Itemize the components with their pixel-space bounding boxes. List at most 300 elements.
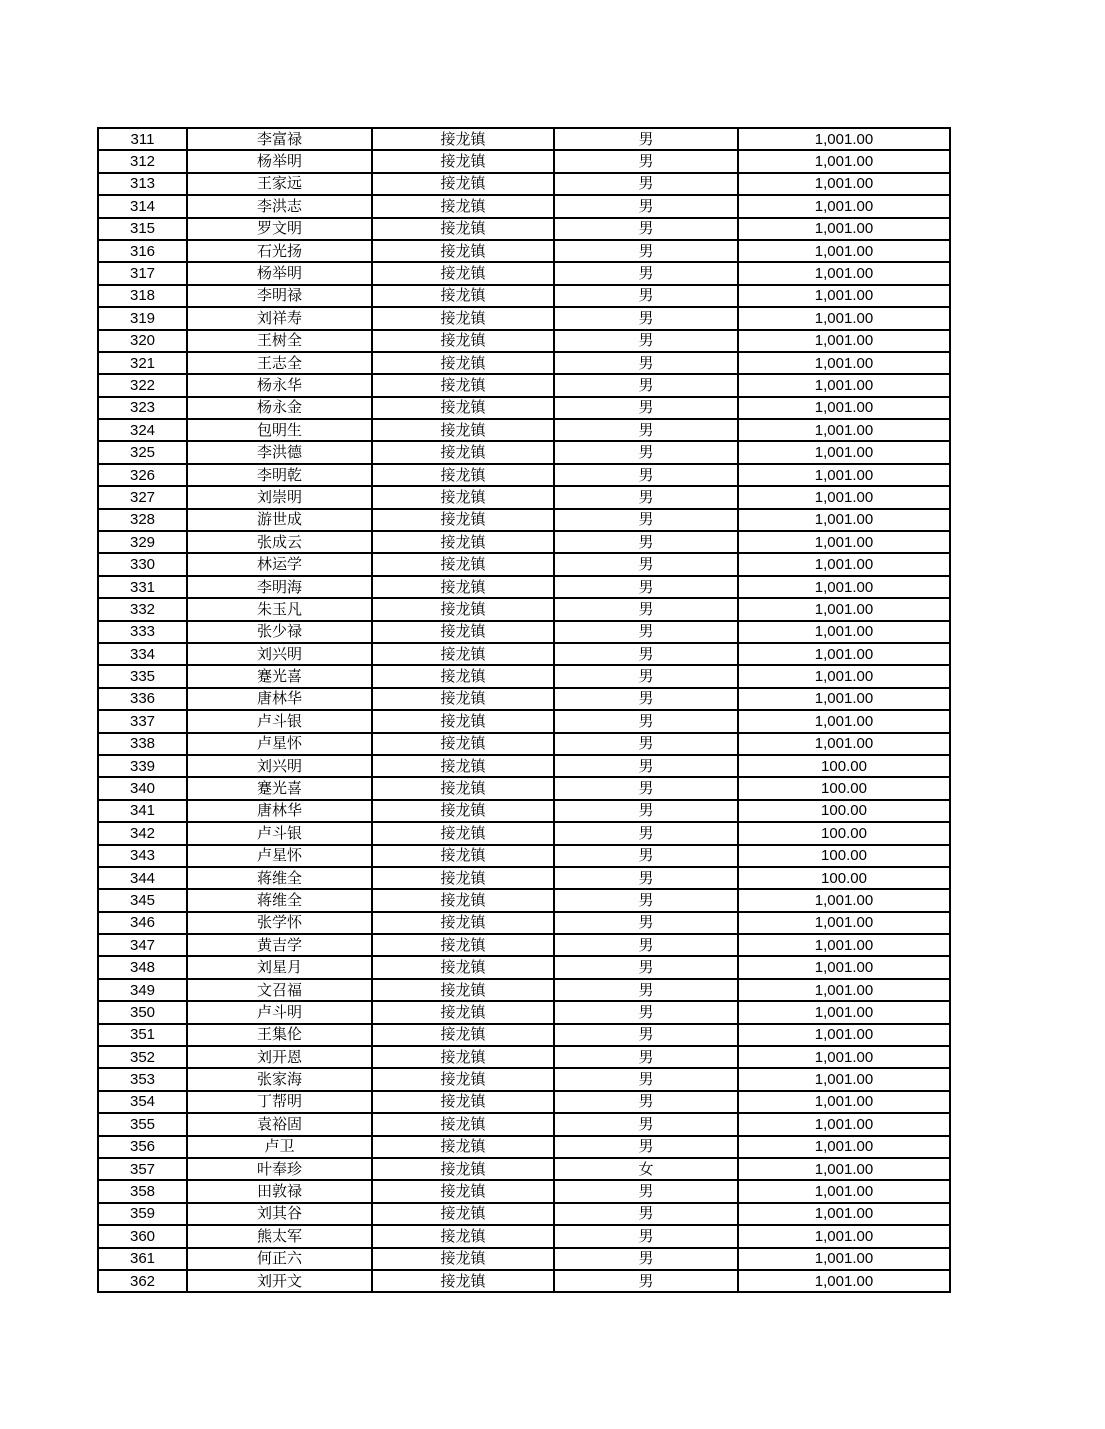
table-cell-town: 接龙镇 xyxy=(372,218,554,240)
table-cell-row-number: 333 xyxy=(98,621,187,643)
table-cell-gender: 女 xyxy=(554,1158,738,1180)
table-cell-gender: 男 xyxy=(554,845,738,867)
table-cell-row-number: 347 xyxy=(98,934,187,956)
table-cell-amount: 1,001.00 xyxy=(738,531,950,553)
table-cell-row-number: 349 xyxy=(98,979,187,1001)
table-cell-person-name: 文召福 xyxy=(187,979,372,1001)
table-cell-town: 接龙镇 xyxy=(372,531,554,553)
table-row xyxy=(98,218,950,240)
table-cell-person-name: 杨永金 xyxy=(187,397,372,419)
table-cell-row-number: 354 xyxy=(98,1091,187,1113)
table-cell-amount: 1,001.00 xyxy=(738,240,950,262)
table-cell-gender: 男 xyxy=(554,1248,738,1270)
table-row xyxy=(98,1024,950,1046)
table-cell-amount: 1,001.00 xyxy=(738,1024,950,1046)
table-cell-town: 接龙镇 xyxy=(372,509,554,531)
table-cell-town: 接龙镇 xyxy=(372,441,554,463)
table-row xyxy=(98,889,950,911)
table-cell-amount: 100.00 xyxy=(738,845,950,867)
table-cell-person-name: 石光扬 xyxy=(187,240,372,262)
table-cell-amount: 1,001.00 xyxy=(738,688,950,710)
table-row xyxy=(98,643,950,665)
table-cell-person-name: 杨永华 xyxy=(187,374,372,396)
table-cell-amount: 1,001.00 xyxy=(738,889,950,911)
table-cell-amount: 1,001.00 xyxy=(738,1113,950,1135)
table-cell-amount: 1,001.00 xyxy=(738,598,950,620)
table-cell-town: 接龙镇 xyxy=(372,1068,554,1090)
table-cell-gender: 男 xyxy=(554,374,738,396)
table-cell-person-name: 叶奉珍 xyxy=(187,1158,372,1180)
table-cell-town: 接龙镇 xyxy=(372,1203,554,1225)
table-cell-row-number: 361 xyxy=(98,1248,187,1270)
table-cell-town: 接龙镇 xyxy=(372,665,554,687)
table-cell-gender: 男 xyxy=(554,912,738,934)
table-cell-amount: 1,001.00 xyxy=(738,1091,950,1113)
table-cell-person-name: 罗文明 xyxy=(187,218,372,240)
table-cell-row-number: 322 xyxy=(98,374,187,396)
table-cell-gender: 男 xyxy=(554,397,738,419)
table-cell-amount: 1,001.00 xyxy=(738,733,950,755)
table-cell-row-number: 318 xyxy=(98,285,187,307)
table-cell-amount: 1,001.00 xyxy=(738,1046,950,1068)
table-cell-town: 接龙镇 xyxy=(372,374,554,396)
table-row xyxy=(98,397,950,419)
table-cell-person-name: 唐林华 xyxy=(187,688,372,710)
table-row xyxy=(98,1001,950,1023)
table-cell-row-number: 359 xyxy=(98,1203,187,1225)
table-cell-amount: 1,001.00 xyxy=(738,285,950,307)
table-row xyxy=(98,173,950,195)
table-cell-person-name: 刘其谷 xyxy=(187,1203,372,1225)
table-cell-row-number: 334 xyxy=(98,643,187,665)
table-row xyxy=(98,128,950,150)
table-cell-gender: 男 xyxy=(554,1180,738,1202)
table-cell-amount: 1,001.00 xyxy=(738,173,950,195)
table-cell-row-number: 319 xyxy=(98,307,187,329)
table-cell-amount: 1,001.00 xyxy=(738,486,950,508)
table-cell-person-name: 蹇光喜 xyxy=(187,665,372,687)
table-cell-gender: 男 xyxy=(554,1270,738,1292)
table-cell-town: 接龙镇 xyxy=(372,867,554,889)
table-row xyxy=(98,509,950,531)
table-cell-town: 接龙镇 xyxy=(372,688,554,710)
table-cell-row-number: 350 xyxy=(98,1001,187,1023)
table-cell-town: 接龙镇 xyxy=(372,822,554,844)
table-cell-row-number: 362 xyxy=(98,1270,187,1292)
table-cell-amount: 1,001.00 xyxy=(738,1136,950,1158)
table-cell-amount: 1,001.00 xyxy=(738,352,950,374)
table-cell-person-name: 张少禄 xyxy=(187,621,372,643)
table-cell-person-name: 包明生 xyxy=(187,419,372,441)
table-cell-row-number: 346 xyxy=(98,912,187,934)
table-cell-gender: 男 xyxy=(554,1091,738,1113)
table-cell-person-name: 唐林华 xyxy=(187,800,372,822)
table-cell-gender: 男 xyxy=(554,1203,738,1225)
table-cell-person-name: 游世成 xyxy=(187,509,372,531)
table-cell-amount: 1,001.00 xyxy=(738,553,950,575)
table-cell-town: 接龙镇 xyxy=(372,486,554,508)
table-cell-town: 接龙镇 xyxy=(372,1001,554,1023)
table-cell-gender: 男 xyxy=(554,1046,738,1068)
table-cell-person-name: 刘开文 xyxy=(187,1270,372,1292)
table-cell-amount: 1,001.00 xyxy=(738,621,950,643)
table-cell-row-number: 331 xyxy=(98,576,187,598)
table-cell-row-number: 345 xyxy=(98,889,187,911)
table-cell-town: 接龙镇 xyxy=(372,240,554,262)
table-cell-row-number: 352 xyxy=(98,1046,187,1068)
table-cell-person-name: 刘兴明 xyxy=(187,755,372,777)
table-cell-person-name: 刘开恩 xyxy=(187,1046,372,1068)
table-row xyxy=(98,1270,950,1292)
table-row xyxy=(98,1091,950,1113)
table-row xyxy=(98,330,950,352)
table-cell-gender: 男 xyxy=(554,755,738,777)
table-row xyxy=(98,352,950,374)
table-cell-town: 接龙镇 xyxy=(372,352,554,374)
table-cell-amount: 1,001.00 xyxy=(738,1068,950,1090)
table-cell-gender: 男 xyxy=(554,665,738,687)
table-cell-gender: 男 xyxy=(554,509,738,531)
table-row xyxy=(98,150,950,172)
table-cell-person-name: 卢斗明 xyxy=(187,1001,372,1023)
table-cell-gender: 男 xyxy=(554,285,738,307)
table-row xyxy=(98,285,950,307)
table-cell-person-name: 卢卫 xyxy=(187,1136,372,1158)
table-cell-row-number: 356 xyxy=(98,1136,187,1158)
table-cell-gender: 男 xyxy=(554,128,738,150)
table-cell-gender: 男 xyxy=(554,1024,738,1046)
table-cell-row-number: 332 xyxy=(98,598,187,620)
table-row xyxy=(98,1248,950,1270)
table-cell-row-number: 357 xyxy=(98,1158,187,1180)
table-cell-gender: 男 xyxy=(554,307,738,329)
table-cell-town: 接龙镇 xyxy=(372,397,554,419)
table-cell-town: 接龙镇 xyxy=(372,710,554,732)
table-cell-gender: 男 xyxy=(554,979,738,1001)
table-cell-gender: 男 xyxy=(554,419,738,441)
table-row xyxy=(98,531,950,553)
table-cell-person-name: 卢斗银 xyxy=(187,822,372,844)
table-cell-gender: 男 xyxy=(554,1113,738,1135)
table-cell-row-number: 311 xyxy=(98,128,187,150)
table-cell-gender: 男 xyxy=(554,822,738,844)
table-cell-amount: 1,001.00 xyxy=(738,419,950,441)
table-cell-row-number: 324 xyxy=(98,419,187,441)
table-cell-person-name: 丁帮明 xyxy=(187,1091,372,1113)
table-cell-amount: 1,001.00 xyxy=(738,1225,950,1247)
table-cell-town: 接龙镇 xyxy=(372,330,554,352)
table-cell-row-number: 339 xyxy=(98,755,187,777)
table-row xyxy=(98,621,950,643)
table-cell-town: 接龙镇 xyxy=(372,285,554,307)
table-cell-row-number: 328 xyxy=(98,509,187,531)
table-cell-person-name: 李明乾 xyxy=(187,464,372,486)
table-cell-row-number: 312 xyxy=(98,150,187,172)
table-cell-person-name: 朱玉凡 xyxy=(187,598,372,620)
table-cell-gender: 男 xyxy=(554,240,738,262)
table-row xyxy=(98,1068,950,1090)
table-cell-gender: 男 xyxy=(554,531,738,553)
table-cell-person-name: 卢星怀 xyxy=(187,845,372,867)
table-cell-town: 接龙镇 xyxy=(372,643,554,665)
table-row xyxy=(98,777,950,799)
table-cell-row-number: 353 xyxy=(98,1068,187,1090)
table-cell-amount: 1,001.00 xyxy=(738,464,950,486)
table-cell-person-name: 王家远 xyxy=(187,173,372,195)
table-row xyxy=(98,486,950,508)
table-row xyxy=(98,262,950,284)
table-cell-town: 接龙镇 xyxy=(372,956,554,978)
table-cell-town: 接龙镇 xyxy=(372,1180,554,1202)
table-cell-gender: 男 xyxy=(554,621,738,643)
table-cell-gender: 男 xyxy=(554,218,738,240)
table-cell-row-number: 316 xyxy=(98,240,187,262)
table-cell-amount: 1,001.00 xyxy=(738,912,950,934)
table-cell-gender: 男 xyxy=(554,352,738,374)
table-cell-person-name: 蒋维全 xyxy=(187,889,372,911)
table-cell-row-number: 315 xyxy=(98,218,187,240)
table-cell-row-number: 342 xyxy=(98,822,187,844)
table-cell-town: 接龙镇 xyxy=(372,934,554,956)
table-cell-town: 接龙镇 xyxy=(372,1091,554,1113)
table-cell-gender: 男 xyxy=(554,934,738,956)
table-row xyxy=(98,464,950,486)
table-cell-person-name: 袁裕固 xyxy=(187,1113,372,1135)
table-row xyxy=(98,956,950,978)
table-row xyxy=(98,441,950,463)
table-cell-town: 接龙镇 xyxy=(372,195,554,217)
table-cell-town: 接龙镇 xyxy=(372,553,554,575)
table-cell-person-name: 卢斗银 xyxy=(187,710,372,732)
table-cell-person-name: 刘星月 xyxy=(187,956,372,978)
table-row xyxy=(98,307,950,329)
table-row xyxy=(98,1158,950,1180)
table-cell-town: 接龙镇 xyxy=(372,979,554,1001)
table-cell-gender: 男 xyxy=(554,464,738,486)
table-cell-town: 接龙镇 xyxy=(372,576,554,598)
table-cell-gender: 男 xyxy=(554,150,738,172)
table-row xyxy=(98,195,950,217)
table-cell-gender: 男 xyxy=(554,733,738,755)
table-cell-gender: 男 xyxy=(554,173,738,195)
table-cell-gender: 男 xyxy=(554,553,738,575)
table-cell-town: 接龙镇 xyxy=(372,464,554,486)
table-cell-row-number: 338 xyxy=(98,733,187,755)
table-cell-gender: 男 xyxy=(554,576,738,598)
table-row xyxy=(98,576,950,598)
table-cell-town: 接龙镇 xyxy=(372,1248,554,1270)
table-cell-amount: 100.00 xyxy=(738,777,950,799)
table-cell-row-number: 335 xyxy=(98,665,187,687)
table-cell-row-number: 323 xyxy=(98,397,187,419)
table-row xyxy=(98,1113,950,1135)
table-cell-row-number: 329 xyxy=(98,531,187,553)
table-cell-gender: 男 xyxy=(554,1001,738,1023)
table-row xyxy=(98,1225,950,1247)
table-cell-row-number: 336 xyxy=(98,688,187,710)
table-cell-town: 接龙镇 xyxy=(372,128,554,150)
table-cell-person-name: 李富禄 xyxy=(187,128,372,150)
table-cell-town: 接龙镇 xyxy=(372,1113,554,1135)
table-cell-amount: 1,001.00 xyxy=(738,1203,950,1225)
table-cell-amount: 1,001.00 xyxy=(738,665,950,687)
table-cell-amount: 1,001.00 xyxy=(738,643,950,665)
table-cell-gender: 男 xyxy=(554,867,738,889)
table-cell-row-number: 343 xyxy=(98,845,187,867)
table-cell-person-name: 卢星怀 xyxy=(187,733,372,755)
table-cell-person-name: 杨举明 xyxy=(187,150,372,172)
table-cell-gender: 男 xyxy=(554,1136,738,1158)
table-cell-row-number: 358 xyxy=(98,1180,187,1202)
table-cell-amount: 1,001.00 xyxy=(738,956,950,978)
table-cell-person-name: 李洪志 xyxy=(187,195,372,217)
table-cell-town: 接龙镇 xyxy=(372,733,554,755)
table-cell-town: 接龙镇 xyxy=(372,1024,554,1046)
table-row xyxy=(98,419,950,441)
table-cell-gender: 男 xyxy=(554,1225,738,1247)
table-cell-amount: 1,001.00 xyxy=(738,441,950,463)
table-cell-person-name: 王集伦 xyxy=(187,1024,372,1046)
table-cell-amount: 100.00 xyxy=(738,822,950,844)
table-cell-row-number: 351 xyxy=(98,1024,187,1046)
table-cell-gender: 男 xyxy=(554,688,738,710)
table-cell-person-name: 王志全 xyxy=(187,352,372,374)
table-cell-town: 接龙镇 xyxy=(372,800,554,822)
table-cell-town: 接龙镇 xyxy=(372,173,554,195)
table-cell-amount: 1,001.00 xyxy=(738,979,950,1001)
table-cell-town: 接龙镇 xyxy=(372,1136,554,1158)
table-cell-row-number: 317 xyxy=(98,262,187,284)
table-cell-person-name: 黄吉学 xyxy=(187,934,372,956)
table-row xyxy=(98,710,950,732)
table-cell-row-number: 314 xyxy=(98,195,187,217)
table-cell-row-number: 325 xyxy=(98,441,187,463)
table-cell-gender: 男 xyxy=(554,486,738,508)
table-cell-person-name: 杨举明 xyxy=(187,262,372,284)
table-cell-town: 接龙镇 xyxy=(372,755,554,777)
table-cell-person-name: 张学怀 xyxy=(187,912,372,934)
table-cell-amount: 1,001.00 xyxy=(738,218,950,240)
table-cell-town: 接龙镇 xyxy=(372,307,554,329)
table-cell-row-number: 326 xyxy=(98,464,187,486)
table-row xyxy=(98,665,950,687)
table-cell-person-name: 林运学 xyxy=(187,553,372,575)
table-cell-town: 接龙镇 xyxy=(372,621,554,643)
table-row xyxy=(98,1136,950,1158)
table-cell-town: 接龙镇 xyxy=(372,777,554,799)
table-cell-row-number: 341 xyxy=(98,800,187,822)
table-cell-gender: 男 xyxy=(554,262,738,284)
table-cell-gender: 男 xyxy=(554,643,738,665)
table-cell-amount: 1,001.00 xyxy=(738,576,950,598)
table-row xyxy=(98,755,950,777)
table-cell-gender: 男 xyxy=(554,441,738,463)
table-cell-person-name: 张家海 xyxy=(187,1068,372,1090)
table-cell-town: 接龙镇 xyxy=(372,598,554,620)
table-cell-gender: 男 xyxy=(554,956,738,978)
table-row xyxy=(98,598,950,620)
table-cell-town: 接龙镇 xyxy=(372,1225,554,1247)
table-row xyxy=(98,800,950,822)
table-cell-amount: 100.00 xyxy=(738,755,950,777)
table-cell-amount: 1,001.00 xyxy=(738,1158,950,1180)
table-cell-town: 接龙镇 xyxy=(372,889,554,911)
table-row xyxy=(98,845,950,867)
table-cell-town: 接龙镇 xyxy=(372,1046,554,1068)
table-row xyxy=(98,822,950,844)
table-cell-amount: 1,001.00 xyxy=(738,307,950,329)
table-cell-row-number: 320 xyxy=(98,330,187,352)
table-cell-person-name: 刘兴明 xyxy=(187,643,372,665)
table-cell-amount: 1,001.00 xyxy=(738,262,950,284)
table-cell-row-number: 348 xyxy=(98,956,187,978)
table-cell-gender: 男 xyxy=(554,889,738,911)
table-row xyxy=(98,553,950,575)
table-cell-town: 接龙镇 xyxy=(372,912,554,934)
table-row xyxy=(98,240,950,262)
table-row xyxy=(98,1203,950,1225)
table-row xyxy=(98,374,950,396)
table-cell-amount: 100.00 xyxy=(738,800,950,822)
table-cell-gender: 男 xyxy=(554,598,738,620)
table-cell-amount: 1,001.00 xyxy=(738,195,950,217)
table-cell-gender: 男 xyxy=(554,777,738,799)
table-cell-amount: 1,001.00 xyxy=(738,509,950,531)
table-cell-amount: 1,001.00 xyxy=(738,374,950,396)
table-cell-amount: 1,001.00 xyxy=(738,1180,950,1202)
table-cell-amount: 1,001.00 xyxy=(738,330,950,352)
table-cell-row-number: 337 xyxy=(98,710,187,732)
table-cell-amount: 1,001.00 xyxy=(738,1001,950,1023)
table-cell-person-name: 熊太军 xyxy=(187,1225,372,1247)
table-row xyxy=(98,688,950,710)
table-cell-row-number: 355 xyxy=(98,1113,187,1135)
table-cell-row-number: 313 xyxy=(98,173,187,195)
table-cell-town: 接龙镇 xyxy=(372,1158,554,1180)
table-cell-gender: 男 xyxy=(554,800,738,822)
table-row xyxy=(98,867,950,889)
table-cell-town: 接龙镇 xyxy=(372,845,554,867)
table-cell-gender: 男 xyxy=(554,1068,738,1090)
table-cell-person-name: 何正六 xyxy=(187,1248,372,1270)
table-cell-row-number: 321 xyxy=(98,352,187,374)
table-cell-row-number: 344 xyxy=(98,867,187,889)
table-cell-person-name: 李明海 xyxy=(187,576,372,598)
table-cell-row-number: 340 xyxy=(98,777,187,799)
table-cell-person-name: 蒋维全 xyxy=(187,867,372,889)
table-row xyxy=(98,1180,950,1202)
table-cell-person-name: 李明禄 xyxy=(187,285,372,307)
table-cell-town: 接龙镇 xyxy=(372,150,554,172)
table-cell-amount: 1,001.00 xyxy=(738,710,950,732)
table-cell-row-number: 327 xyxy=(98,486,187,508)
table-cell-person-name: 刘崇明 xyxy=(187,486,372,508)
table-cell-gender: 男 xyxy=(554,710,738,732)
table-cell-town: 接龙镇 xyxy=(372,1270,554,1292)
table-row xyxy=(98,733,950,755)
table-row xyxy=(98,979,950,1001)
table-cell-town: 接龙镇 xyxy=(372,262,554,284)
table-cell-person-name: 张成云 xyxy=(187,531,372,553)
table-cell-town: 接龙镇 xyxy=(372,419,554,441)
table-body xyxy=(98,128,950,1292)
table-cell-row-number: 330 xyxy=(98,553,187,575)
table-cell-amount: 1,001.00 xyxy=(738,934,950,956)
table-cell-person-name: 李洪德 xyxy=(187,441,372,463)
table-cell-gender: 男 xyxy=(554,195,738,217)
table-cell-person-name: 王树全 xyxy=(187,330,372,352)
table-cell-amount: 100.00 xyxy=(738,867,950,889)
